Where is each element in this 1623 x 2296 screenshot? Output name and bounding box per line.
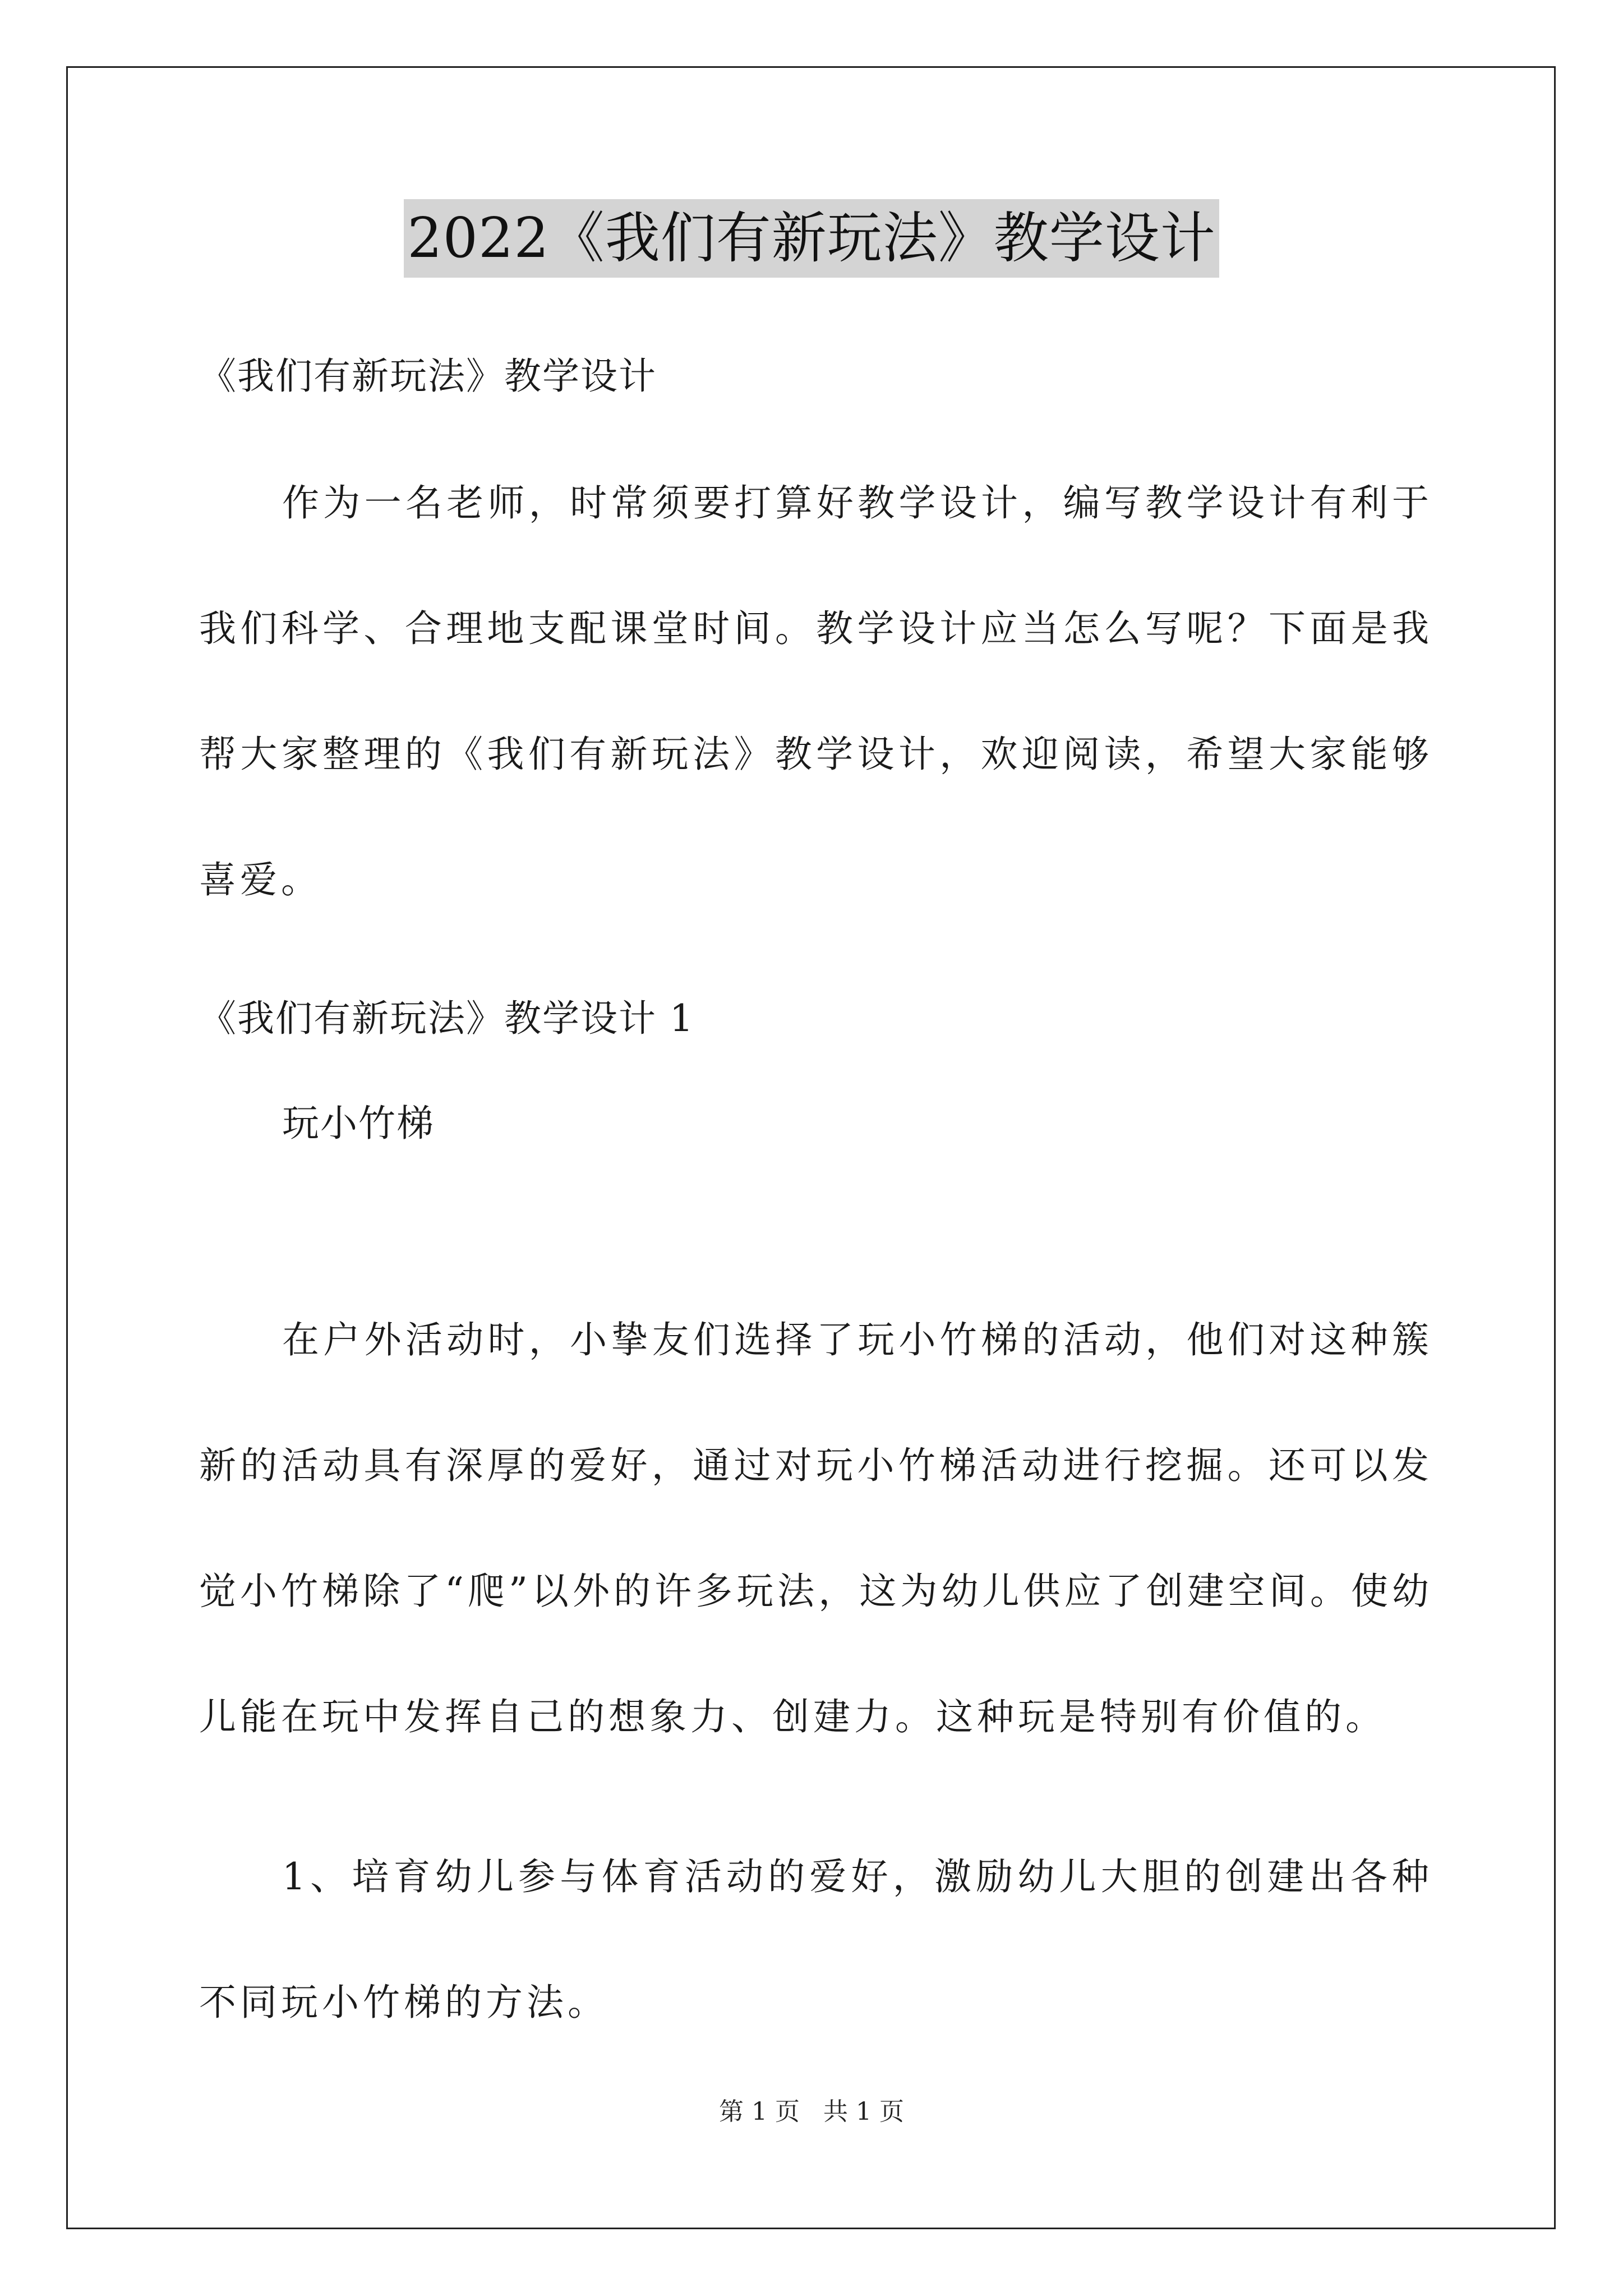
section-topic: 玩小竹梯 <box>282 1102 435 1145</box>
title-container <box>0 199 1623 278</box>
document-title: 2022《我们有新玩法》教学设计 <box>404 199 1219 278</box>
page-footer: 第 1 页 共 1 页 <box>719 2097 904 2126</box>
background-paragraph: 在户外活动时，小挚友们选择了玩小竹梯的活动，他们对这种簇新的活动具有深厚的爱好，通过对玩小竹梯活动进行挖掘。还可以发觉小竹梯除了“爬”以外的许多玩法，这为幼儿供应了创建空间。使幼儿能在玩中发挥自己的想象力、创建力。这种玩是特别有价值的。 <box>199 1318 1433 1738</box>
section-heading: 《我们有新玩法》教学设计 1 <box>199 997 694 1040</box>
intro-paragraph: 作为一名老师，时常须要打算好教学设计，编写教学设计有利于我们科学、合理地支配课堂时间。教学设计应当怎么写呢？下面是我帮大家整理的《我们有新玩法》教学设计，欢迎阅读，希望大家能够喜爱。 <box>199 481 1433 901</box>
document-subtitle: 《我们有新玩法》教学设计 <box>199 355 657 398</box>
goal-paragraph: 1、培育幼儿参与体育活动的爱好，激励幼儿大胆的创建出各种不同玩小竹梯的方法。 <box>199 1855 1433 2024</box>
